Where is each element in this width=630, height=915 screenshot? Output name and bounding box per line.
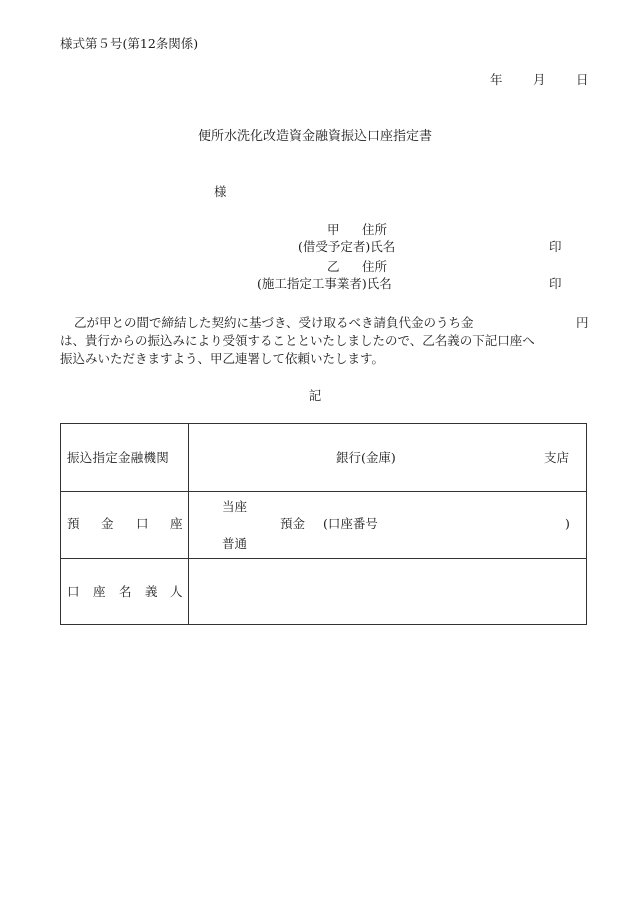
party-a-label: 甲 [327,222,340,237]
ordinary-account-option: 普通 [222,536,248,551]
body-text-line2: は、貴行からの振込みにより受領することといたしましたので、乙名義の下記口座へ [60,333,535,348]
deposit-account-label-char: 座 [170,516,183,531]
deposit-account-label-char: 金 [101,516,114,531]
party-b-address-label: 住所 [362,259,388,274]
document-title: 便所水洗化改造資金融資振込口座指定書 [197,129,432,144]
bank-name-suffix: 銀行(金庫) [336,450,396,465]
party-a-seal: 印 [549,239,562,254]
account-holder-label-char: 名 [119,584,132,599]
date-day-label: 日 [576,72,589,87]
party-a-address-label: 住所 [362,222,388,237]
deposit-label: 預金 [280,516,306,531]
deposit-account-label-char: 預 [67,516,80,531]
table-row-divider [61,558,586,559]
party-b-seal: 印 [549,276,562,291]
account-holder-label-char: 口 [67,584,80,599]
table-column-divider [188,424,189,624]
form-number: 様式第５号(第12条関係) [60,36,199,51]
account-number-close: ) [565,516,570,531]
party-b-name-label: (施工指定工事業者)氏名 [257,276,392,291]
account-table [60,423,587,625]
addressee-suffix: 様 [214,184,227,199]
deposit-account-label-char: 口 [136,516,149,531]
current-account-option: 当座 [222,499,248,514]
date-month-label: 月 [533,72,546,87]
account-holder-label-char: 義 [145,584,158,599]
branch-suffix: 支店 [544,450,570,465]
account-holder-label-char: 座 [93,584,106,599]
bank-label: 振込指定金融機関 [67,450,170,465]
party-a-name-label: (借受予定者)氏名 [298,239,396,254]
date-year-label: 年 [490,72,503,87]
body-text-line3: 振込みいただきますよう、甲乙連署して依頼いたします。 [60,351,385,366]
ki-heading: 記 [308,388,322,403]
party-b-label: 乙 [327,259,340,274]
body-yen-label: 円 [576,315,589,330]
table-row-divider [61,491,586,492]
account-holder-label-char: 人 [170,584,183,599]
account-number-label: (口座番号 [323,516,378,531]
body-text-line1: 乙が甲との間で締結した契約に基づき、受け取るべき請負代金のうち金 [74,315,474,330]
